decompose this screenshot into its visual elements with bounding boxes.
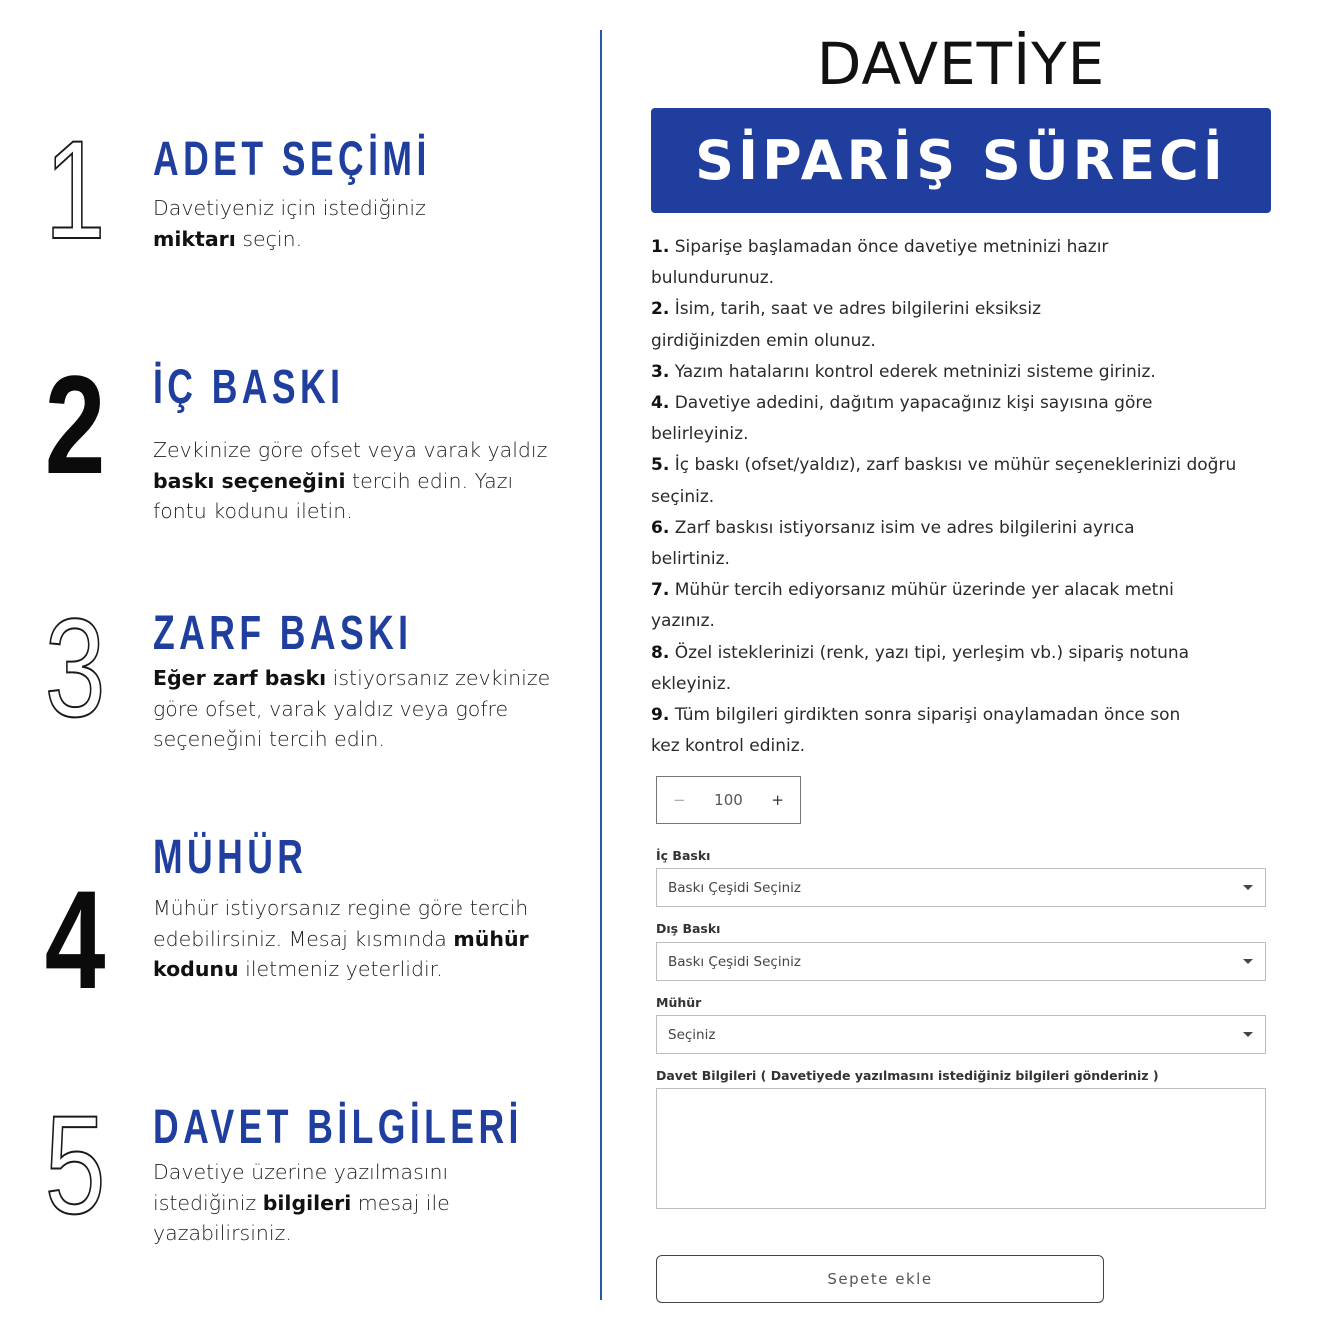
decrease-button[interactable]: − <box>673 791 686 809</box>
instruction-item: 5. İç baskı (ofset/yaldız), zarf baskısı ve mühür seçeneklerinizi doğru seçiniz. <box>651 455 1237 507</box>
step-number: 4 <box>44 861 106 1018</box>
step-description: Davetiyeniz için istediğiniz miktarı seçin. <box>153 196 426 251</box>
instruction-item: 9. Tüm bilgileri girdikten sonra siparişi onaylamadan önce son kez kontrol ediniz. <box>651 705 1181 757</box>
muhur-value: Seçiniz <box>668 1026 716 1043</box>
instructions-list <box>651 232 1271 762</box>
ic-baski-value: Baskı Çeşidi Seçiniz <box>668 879 801 896</box>
instruction-item: 7. Mühür tercih ediyorsanız mühür üzerinde yer alacak metni yazınız. <box>651 580 1174 632</box>
add-to-cart-button[interactable]: Sepete ekle <box>656 1255 1104 1303</box>
dis-baski-value: Baskı Çeşidi Seçiniz <box>668 953 801 970</box>
step-title: ADET SEÇİMİ <box>153 133 431 186</box>
muhur-label: Mühür <box>656 995 702 1010</box>
step-description: Mühür istiyorsanız regine göre tercih edebilirsiniz. Mesaj kısmında mühür kodunu iletmeniz yeterlidir. <box>153 896 529 981</box>
instruction-item: 3. Yazım hatalarını kontrol ederek metninizi sisteme giriniz. <box>651 361 1156 382</box>
step-description: Eğer zarf baskı istiyorsanız zevkinize göre ofset, varak yaldız veya gofre seçeneğini tercih edin. <box>153 666 551 751</box>
instruction-item: 1. Siparişe başlamadan önce davetiye metninizi hazır bulundurunuz. <box>651 237 1109 289</box>
chevron-down-icon <box>1243 1032 1253 1037</box>
step-title: MÜHÜR <box>153 831 308 884</box>
davet-bilgileri-textarea[interactable] <box>656 1088 1266 1209</box>
process-banner <box>651 108 1271 213</box>
muhur-select[interactable] <box>656 1015 1266 1054</box>
instruction-item: 6. Zarf baskısı istiyorsanız isim ve adres bilgilerini ayrıca belirtiniz. <box>651 517 1135 570</box>
quantity-input[interactable]: 100 <box>714 791 743 809</box>
ic-baski-select[interactable] <box>656 868 1266 907</box>
davet-bilgileri-label: Davet Bilgileri ( Davetiyede yazılmasını istediğiniz bilgileri gönderiniz ) <box>656 1068 1159 1083</box>
instruction-item: 2. İsim, tarih, saat ve adres bilgilerini eksiksiz girdiğinizden emin olunuz. <box>651 299 1042 351</box>
quantity-stepper <box>656 776 801 824</box>
instruction-item: 4. Davetiye adedini, dağıtım yapacağınız kişi sayısına göre belirleyiniz. <box>651 393 1153 445</box>
step-title: İÇ BASKI <box>153 361 345 414</box>
step-title: DAVET BİLGİLERİ <box>153 1101 523 1154</box>
step-number: 5 <box>44 1086 106 1243</box>
step-title: ZARF BASKI <box>153 607 413 660</box>
chevron-down-icon <box>1243 885 1253 890</box>
step-number: 1 <box>44 111 106 268</box>
ic-baski-label: İç Baskı <box>656 848 711 863</box>
chevron-down-icon <box>1243 959 1253 964</box>
page-title: DAVETİYE <box>816 30 1106 98</box>
step-description: Davetiye üzerine yazılmasını istediğiniz bilgileri mesaj ile yazabilirsiniz. <box>153 1160 450 1245</box>
step-number: 2 <box>44 346 106 503</box>
dis-baski-label: Dış Baskı <box>656 921 721 936</box>
dis-baski-select[interactable] <box>656 942 1266 981</box>
banner-text: SİPARİŞ SÜRECİ <box>695 129 1227 192</box>
increase-button[interactable]: + <box>771 791 784 809</box>
step-number: 3 <box>44 589 106 746</box>
step-description: Zevkinize göre ofset veya varak yaldız baskı seçeneğini tercih edin. Yazı fontu kodunu iletin. <box>153 438 548 523</box>
instruction-item: 8. Özel isteklerinizi (renk, yazı tipi, yerleşim vb.) sipariş notuna ekleyiniz. <box>651 642 1190 694</box>
column-divider <box>600 30 602 1300</box>
